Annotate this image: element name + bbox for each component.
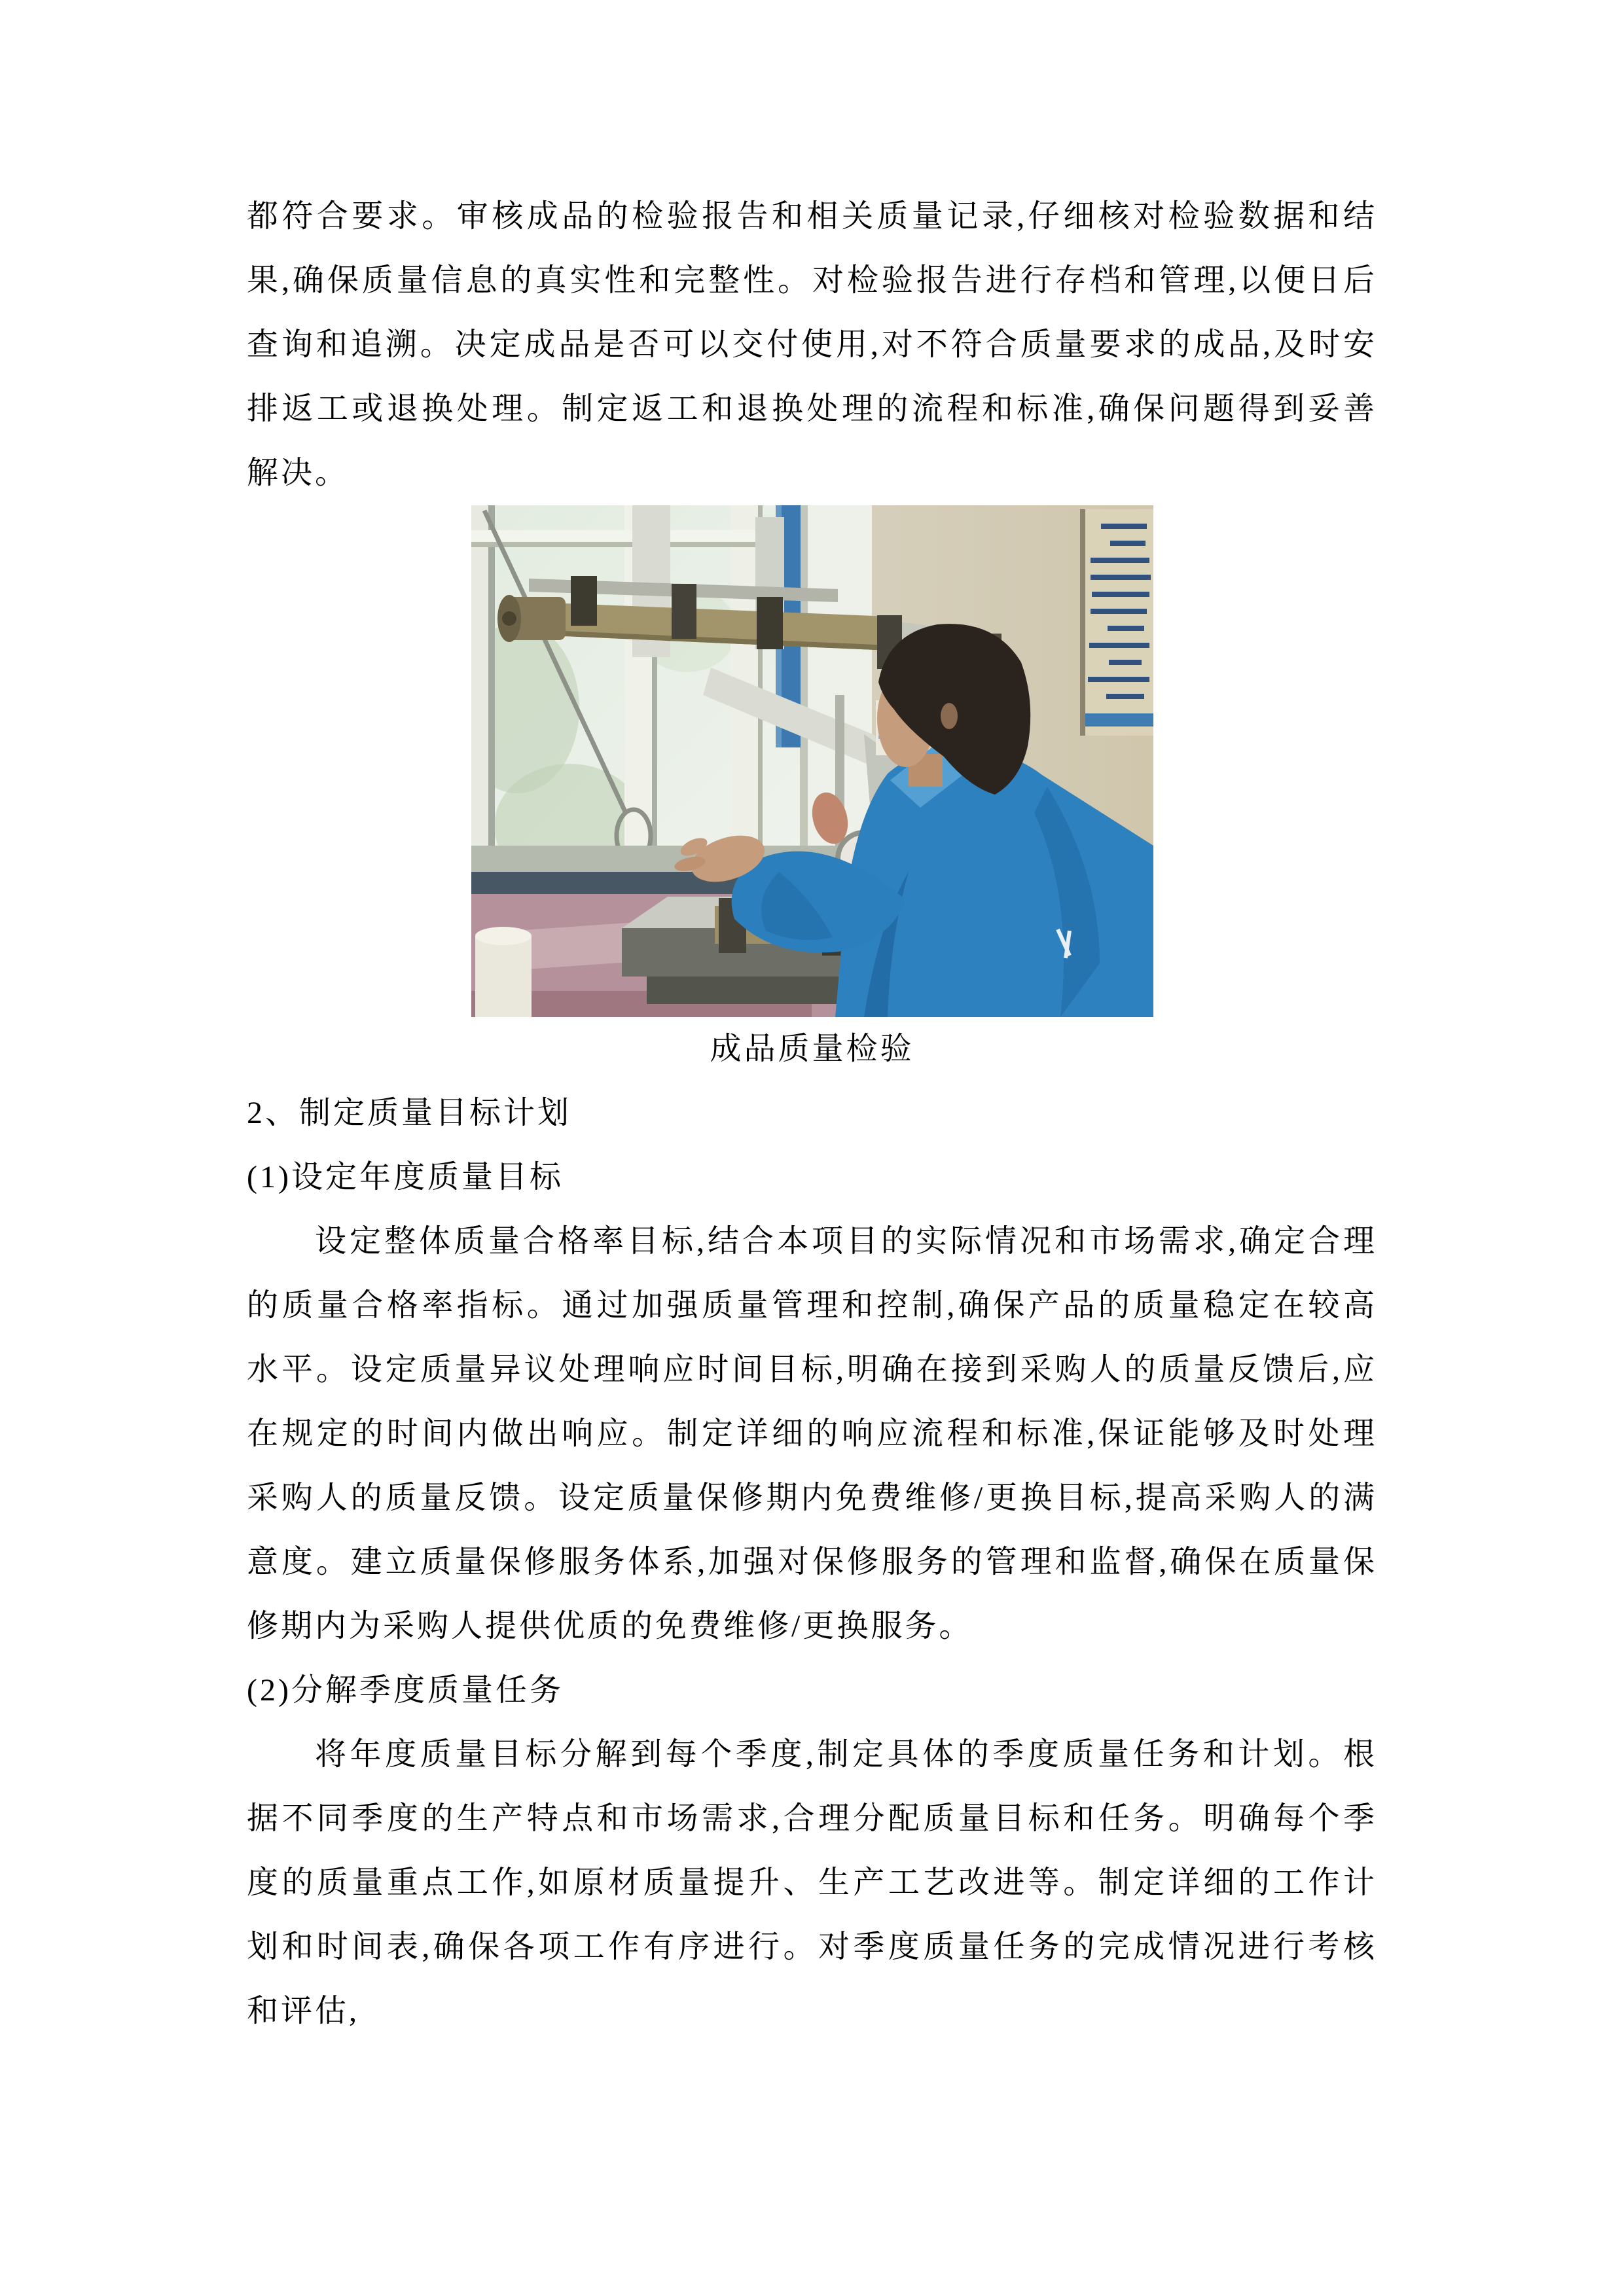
white-cylinder <box>475 927 532 1017</box>
figure <box>247 505 1377 1081</box>
subsection-2-body: 将年度质量目标分解到每个季度,制定具体的季度质量任务和计划。根据不同季度的生产特点和市场需求,合理分配质量目标和任务。明确每个季度的质量重点工作,如原材质量提升、生产工艺改进等。制定详细的工作计划和时间表,确保各项工作有序进行。对季度质量任务的完成情况进行考核和评估, <box>247 1737 1377 2028</box>
section-heading: 2、制定质量目标计划 <box>247 1096 572 1130</box>
inspection-photo <box>471 505 1153 1017</box>
body-paragraph-continued: 都符合要求。审核成品的检验报告和相关质量记录,仔细核对检验数据和结果,确保质量信息的真实性和完整性。对检验报告进行存档和管理,以便日后查询和追溯。决定成品是否可以交付使用,对不符合质量要求的成品,及时安排返工或退换处理。制定返工和退换处理的流程和标准,确保问题得到妥善解决。 <box>247 199 1377 490</box>
subsection-2-heading: (2)分解季度质量任务 <box>247 1673 564 1708</box>
ear <box>941 703 958 729</box>
inspection-photo-graphic <box>471 505 1153 1017</box>
notice-poster <box>1080 509 1153 736</box>
subsection-1-body: 设定整体质量合格率目标,结合本项目的实际情况和市场需求,确定合理的质量合格率指标。通过加强质量管理和控制,确保产品的质量稳定在较高水平。设定质量异议处理响应时间目标,明确在接到采购人的质量反馈后,应在规定的时间内做出响应。制定详细的响应流程和标准,保证能够及时处理采购人的质量反馈。设定质量保修期内免费维修/更换目标,提高采购人的满意度。建立质量保修服务体系,加强对保修服务的管理和监督,确保在质量保修期内为采购人提供优质的免费维修/更换服务。 <box>247 1224 1377 1643</box>
figure-caption: 成品质量检验 <box>710 1031 914 1066</box>
subsection-1-heading: (1)设定年度质量目标 <box>247 1160 564 1194</box>
